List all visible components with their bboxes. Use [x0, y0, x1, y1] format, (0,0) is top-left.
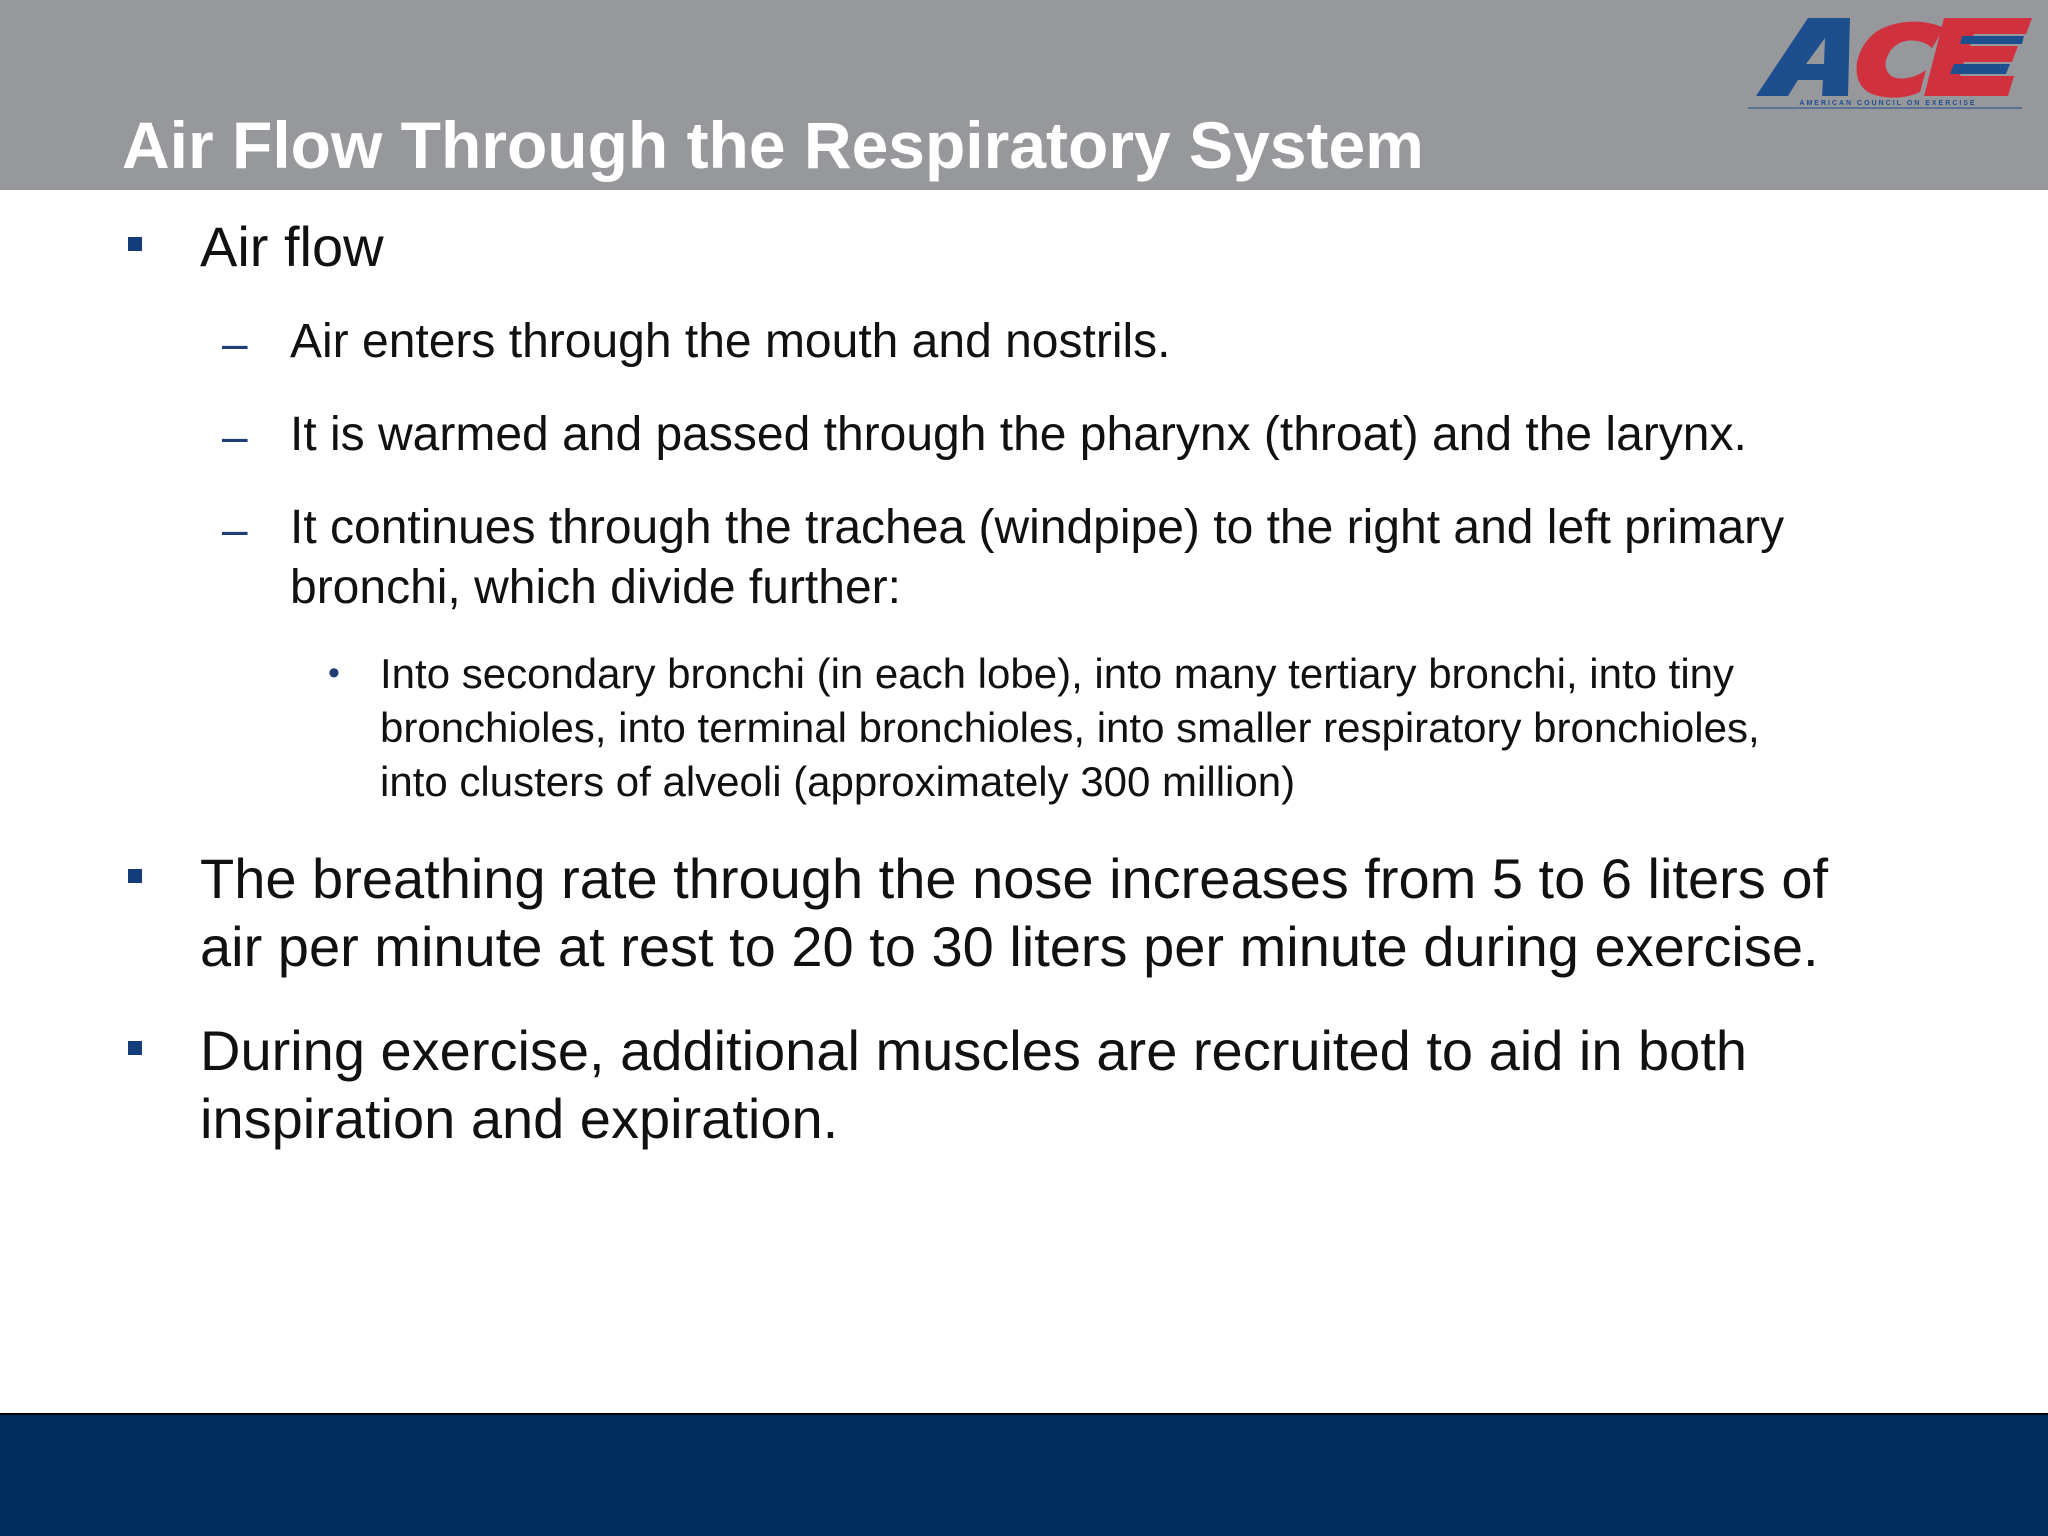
- square-bullet-icon: [128, 1041, 142, 1055]
- dot-marker: •: [328, 654, 340, 692]
- bullet-breathing-rate-line-1: The breathing rate through the nose increases from 5 to 6 liters of: [200, 847, 1829, 910]
- dash-marker: –: [222, 410, 248, 462]
- bullet-breathing-rate-line-2: air per minute at rest to 20 to 30 liters per minute during exercise.: [200, 915, 1819, 978]
- dash-marker: –: [222, 503, 248, 555]
- ace-logo: [1748, 14, 2038, 120]
- sub-sub-bullet-line-3: into clusters of alveoli (approximately 300 million): [380, 758, 1296, 805]
- square-bullet-icon: [128, 237, 142, 251]
- sub-sub-bullet-line-1: Into secondary bronchi (in each lobe), into many tertiary bronchi, into tiny: [380, 650, 1735, 697]
- bullet-exercise-line-1: During exercise, additional muscles are recruited to aid in both: [200, 1019, 1748, 1082]
- footer-band: [0, 1413, 2048, 1536]
- slide-title: Air Flow Through the Respiratory System: [122, 108, 1424, 182]
- sub-bullet-3-line-1: It continues through the trachea (windpipe) to the right and left primary: [290, 501, 1785, 554]
- bullet-exercise-line-2: inspiration and expiration.: [200, 1087, 839, 1150]
- sub-bullet-1: Air enters through the mouth and nostrils.: [290, 315, 1171, 368]
- logo-a-shape: [1756, 18, 1850, 96]
- bullet-air-flow: Air flow: [200, 215, 384, 278]
- square-bullet-icon: [128, 869, 142, 883]
- logo-letters: ACE: [1748, 14, 1751, 15]
- sub-bullet-2: It is warmed and passed through the pharynx (throat) and the larynx.: [290, 408, 1747, 461]
- sub-sub-bullet-line-2: bronchioles, into terminal bronchioles, into smaller respiratory bronchioles,: [380, 704, 1760, 751]
- sub-bullet-3-line-2: bronchi, which divide further:: [290, 561, 901, 614]
- dash-marker: –: [222, 317, 248, 369]
- logo-tagline: AMERICAN COUNCIL ON EXERCISE: [1799, 100, 1977, 107]
